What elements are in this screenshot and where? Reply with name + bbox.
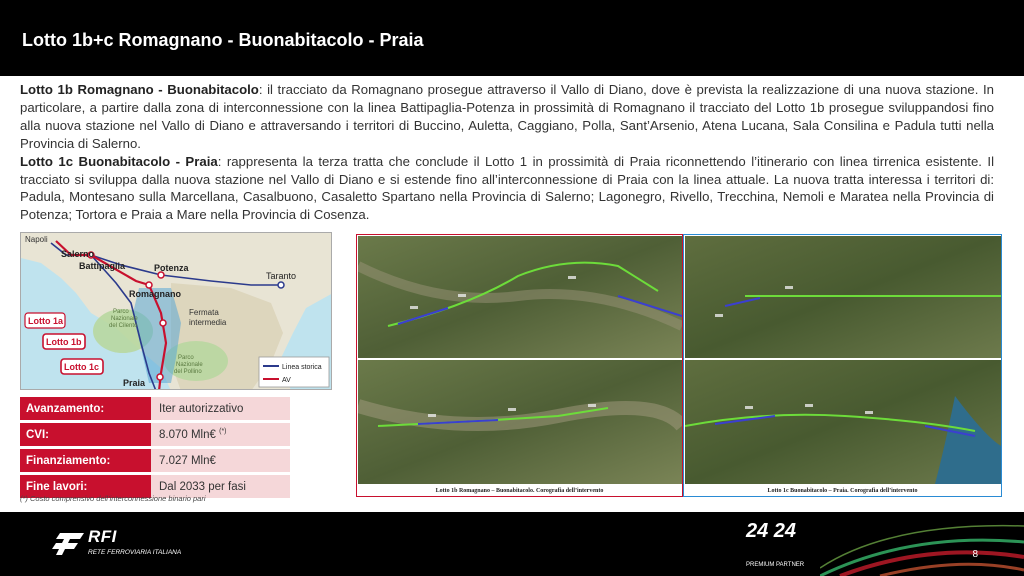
table-row xyxy=(20,449,290,472)
paragraph-lotto-1b xyxy=(20,81,994,153)
table-row xyxy=(20,423,290,446)
label-taranto: Taranto xyxy=(266,271,297,281)
page-number: 8 xyxy=(972,549,978,560)
row-value-cvi xyxy=(151,423,290,446)
row-value-finanziamento xyxy=(151,449,290,472)
caption-lotto-1c: Lotto 1c Buonabitacolo – Praia. Corografia dell’intervento xyxy=(767,488,918,494)
label-battipaglia: Battipaglia xyxy=(79,261,126,271)
row-label-avanzamento: Avanzamento: xyxy=(20,397,151,420)
label-park-pollino-3: del Pollino xyxy=(174,369,202,375)
label-lotto-1a: Lotto 1a xyxy=(28,316,63,326)
photo-panel-lotto-1c xyxy=(683,234,1002,497)
photo-panel-lotto-1b xyxy=(356,234,683,497)
label-park-pollino-2: Nazionale xyxy=(176,362,203,368)
paragraph-lotto-1b-body: : il tracciato da Romagnano prosegue attraverso il Vallo di Diano, dove è prevista la realizzazione di una nuova stazione. In particolare, a partire dalla zona di interconnessione con la linea Battipaglia-Potenza in prossimità di Romagnano il tracciato del Lotto 1b prosegue sviluppandosi fino alla nuova stazione nel Vallo di Diano e attraversando i territori di Buccino, Auletta, Caggiano, Polla, Sant’Arsenio, Atena Lucana, Sala Consilina e Padula tutti nella Provincia di Salerno. xyxy=(20,82,994,151)
route-map xyxy=(20,232,332,390)
row-label-finanziamento: Finanziamento: xyxy=(20,449,151,472)
label-romagnano: Romagnano xyxy=(129,289,182,299)
legend-av: AV xyxy=(282,377,291,384)
project-info-table xyxy=(20,394,290,501)
label-park-cilento-2: Nazionale xyxy=(111,316,138,322)
label-praia: Praia xyxy=(123,378,146,388)
premium-partner-label: PREMIUM PARTNER xyxy=(746,562,805,568)
label-park-cilento-1: Parco xyxy=(113,309,129,315)
caption-lotto-1b: Lotto 1b Romagnano – Buonabitacolo. Corografia dell’intervento xyxy=(435,488,604,494)
value-cvi-note: (*) xyxy=(219,428,227,436)
aerial-photos xyxy=(356,234,1002,497)
paragraph-lotto-1b-heading: Lotto 1b Romagnano - Buonabitacolo xyxy=(20,82,259,97)
rfi-brand: RFI xyxy=(88,527,117,546)
table-row xyxy=(20,397,290,420)
label-lotto-1c: Lotto 1c xyxy=(64,362,99,372)
rfi-logo-icon xyxy=(50,529,86,557)
value-avanzamento-text: Iter autorizzativo xyxy=(159,402,244,415)
aerial-image-lotto-1b xyxy=(358,236,682,484)
paragraph-lotto-1c xyxy=(20,153,994,225)
rfi-brand-sub: RETE FERROVIARIA ITALIANA xyxy=(88,549,182,556)
value-fine-lavori-text: Dal 2033 per fasi xyxy=(159,480,246,493)
label-fermata: Fermata xyxy=(189,308,219,317)
label-intermedia: intermedia xyxy=(189,318,227,327)
footer-bar xyxy=(0,512,1024,576)
row-value-avanzamento xyxy=(151,397,290,420)
description-text xyxy=(20,81,994,224)
value-finanziamento-text: 7.027 Mln€ xyxy=(159,454,216,467)
footnote: (*) Costo comprensivo dell’interconnessione binario pari xyxy=(20,494,206,503)
label-potenza: Potenza xyxy=(154,263,189,273)
label-salerno: Salerno xyxy=(61,249,95,259)
slide-title: Lotto 1b+c Romagnano - Buonabitacolo - Praia xyxy=(22,30,424,50)
label-napoli: Napoli xyxy=(25,235,48,244)
legend-linea-storica: Linea storica xyxy=(282,364,322,371)
decorative-light-trails xyxy=(820,512,1024,576)
row-label-cvi: CVI: xyxy=(20,423,151,446)
title-bar xyxy=(0,0,1024,76)
label-park-cilento-3: del Cilento xyxy=(109,323,138,329)
value-cvi-text: 8.070 Mln€ xyxy=(159,428,216,441)
row-label-fine-lavori: Fine lavori: xyxy=(20,475,151,498)
aerial-image-lotto-1c xyxy=(685,236,1001,484)
olympic-partner-logo xyxy=(742,520,828,570)
paragraph-lotto-1c-body: : rappresenta la terza tratta che conclude il Lotto 1 in prossimità di Praia riconnettendo l’itinerario con linea tirrenica esistente. Il tracciato si sviluppa dalla nuova stazione nel Vallo di Diano e si estende fino all’interconnessione di Praia con la linea attuale. La nuova tratta interessa i territori di: Padula, Montesano sulla Marcellana, Casalbuono, Casaletto Spartano nella Provincia di Salerno; Lagonegro, Rivello, Trecchina, Nemoli e Maratea nella Provincia di Potenza; Tortora e Praia a Mare nella Provincia di Cosenza. xyxy=(20,153,994,223)
label-park-pollino-1: Parco xyxy=(178,355,194,361)
route-map-svg xyxy=(21,233,332,390)
paragraph-lotto-1c-heading: Lotto 1c Buonabitacolo - Praia xyxy=(20,153,218,169)
label-lotto-1b: Lotto 1b xyxy=(46,337,82,347)
olympic-mark: 24 24 xyxy=(746,520,797,542)
